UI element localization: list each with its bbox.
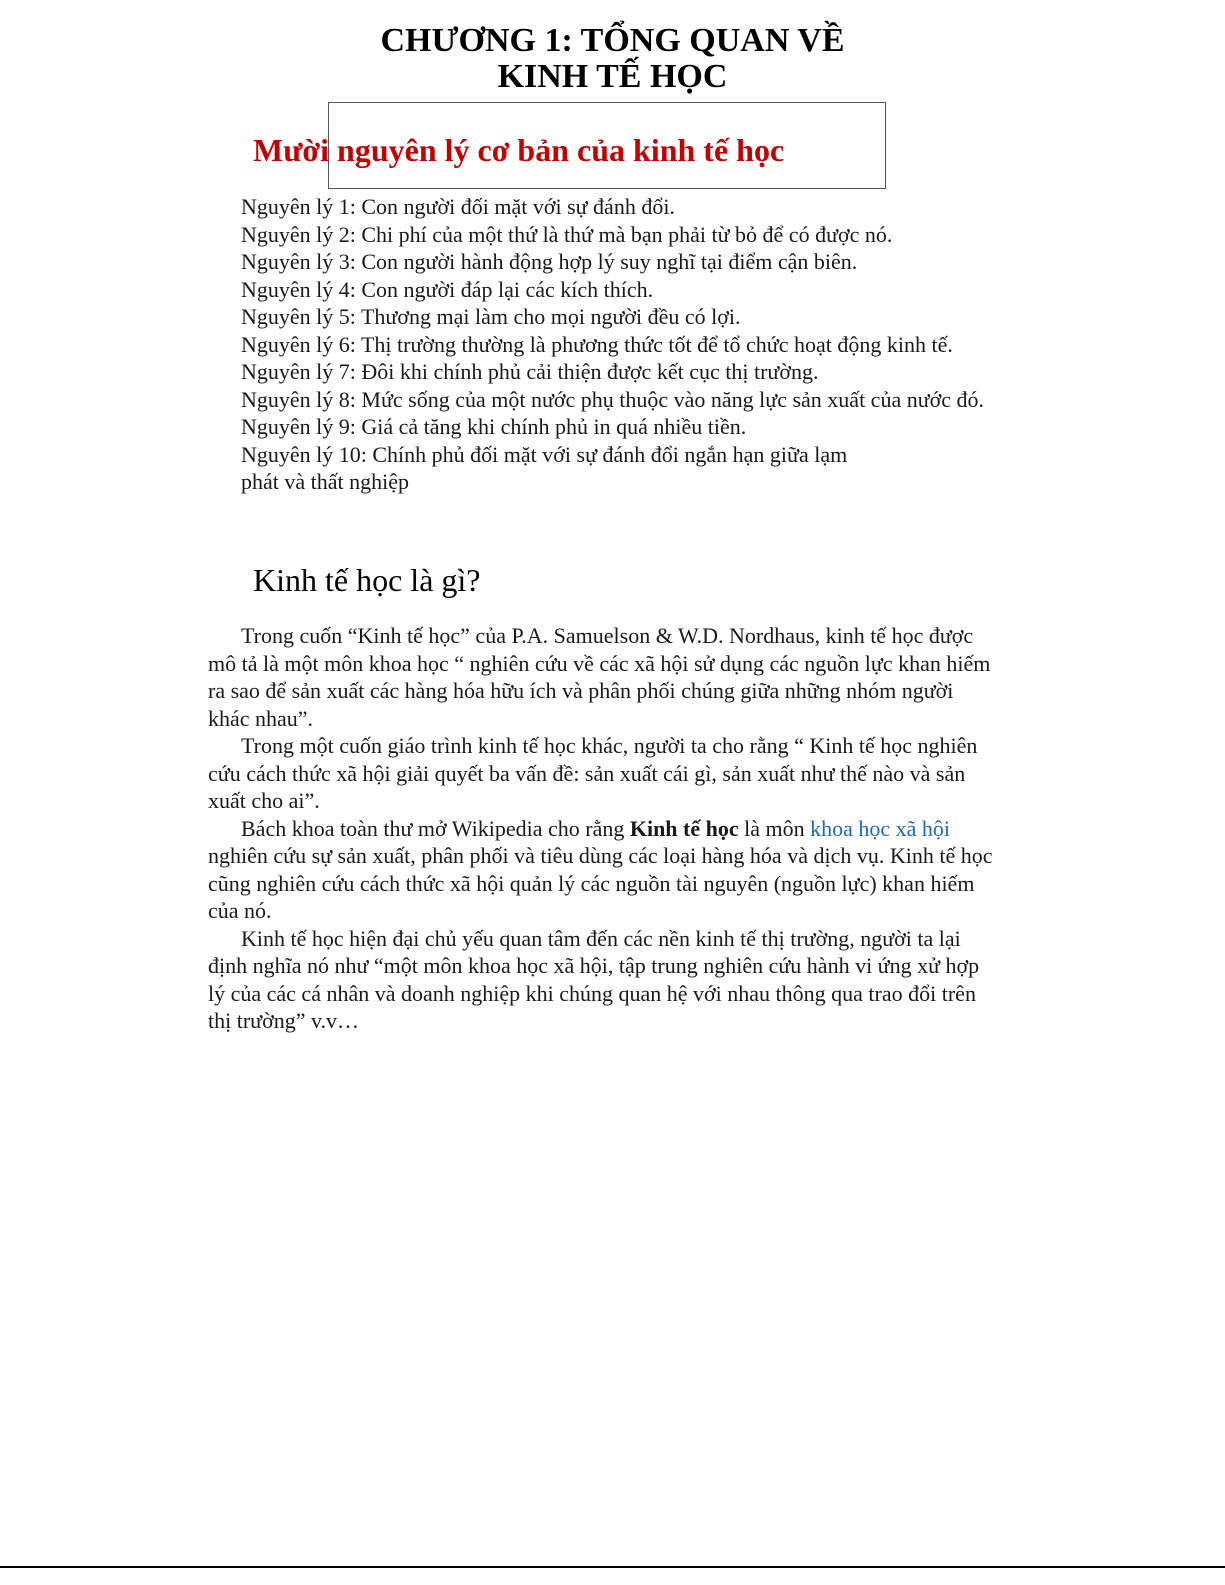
chapter-title-line-1: CHƯƠNG 1: TỔNG QUAN VỀ [380,22,845,59]
principle-item: Nguyên lý 9: Giá cả tăng khi chính phủ in quá nhiều tiền. [241,414,747,439]
wikipedia-bold-term: Kinh tế học [629,815,739,841]
principle-item: Nguyên lý 1: Con người đối mặt với sự đánh đổi. [241,194,675,219]
wikipedia-text-post: nghiên cứu sự sản xuất, phân phối và tiêu dùng các loại hàng hóa và dịch vụ. Kinh tế học cũng nghiên cứu cách thức xã hội quản lý các nguồn tài nguyên (nguồn lực) khan hiếm của nó. [208,843,993,923]
principle-item: Nguyên lý 8: Mức sống của một nước phụ thuộc vào năng lực sản xuất của nước đó. [241,386,985,412]
page-bottom-rule [0,1566,1225,1568]
wikipedia-text-pre: Bách khoa toàn thư mở Wikipedia cho rằng [241,815,630,841]
principle-item: Nguyên lý 2: Chi phí của một thứ là thứ mà bạn phải từ bỏ để có được nó. [241,221,893,247]
paragraph-modern: Kinh tế học hiện đại chủ yếu quan tâm đến các nền kinh tế thị trường, người ta lại định nghĩa nó như “một môn khoa học xã hội, tập trung nghiên cứu hành vi ứng xử hợp lý của các cá nhân và doanh nghiệp khi chúng quan hệ với nhau thông qua trao đổi trên thị trường” v.v… [208,925,980,1033]
principle-item: Nguyên lý 4: Con người đáp lại các kích thích. [241,276,654,302]
paragraph-samuelson: Trong cuốn “Kinh tế học” của P.A. Samuelson & W.D. Nordhaus, kinh tế học được mô tả là một môn khoa học “ nghiên cứu về các xã hội sử dụng các nguồn lực khan hiếm ra sao để sản xuất các hàng hóa hữu ích và phân phối chúng giữa những nhóm người khác nhau”. [208,623,991,731]
principle-item: Nguyên lý 7: Đôi khi chính phủ cải thiện được kết cục thị trường. [241,359,819,384]
paragraph-textbook: Trong một cuốn giáo trình kinh tế học khác, người ta cho rằng “ Kinh tế học nghiên cứu cách thức xã hội giải quyết ba vấn đề: sản xuất cái gì, sản xuất như thế nào và sản xuất cho ai”. [208,733,978,813]
principles-list [208,193,995,496]
principle-item: Nguyên lý 3: Con người hành động hợp lý suy nghĩ tại điểm cận biên. [241,249,858,274]
principle-item: Nguyên lý 10: Chính phủ đối mặt với sự đánh đổi ngắn hạn giữa lạm phát và thất nghiệp [241,441,848,494]
wikipedia-text-mid: là môn [738,815,811,841]
paragraph-wikipedia [208,815,998,925]
principles-heading: Mười nguyên lý cơ bản của kinh tế học [253,132,785,168]
social-science-link[interactable]: khoa học xã hội [810,815,951,841]
principle-item: Nguyên lý 5: Thương mại làm cho mọi người đều có lợi. [241,304,741,329]
definition-body [208,622,998,1035]
principle-item: Nguyên lý 6: Thị trường thường là phương thức tốt để tổ chức hoạt động kinh tế. [241,331,953,357]
definition-heading: Kinh tế học là gì? [253,562,481,598]
chapter-title-line-2: KINH TẾ HỌC [497,58,728,95]
